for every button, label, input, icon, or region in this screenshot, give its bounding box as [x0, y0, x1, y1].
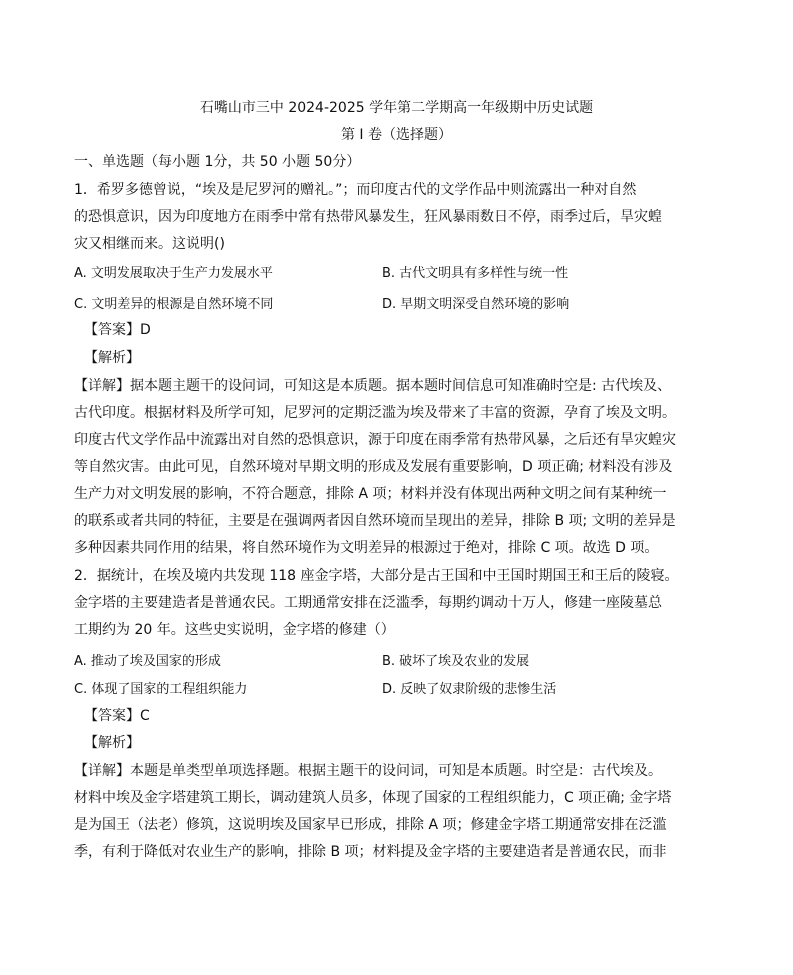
question-1-answer: 【答案】D	[84, 322, 151, 338]
exam-title: 石嘴山市三中 2024-2025 学年第二学期高一年级期中历史试题	[199, 100, 594, 116]
question-1-detail-line: 多种因素共同作用的结果，将自然环境作为文明差异的根源过于绝对，排除 C 项。故选 D 项。	[74, 540, 659, 556]
question-1-option-d: D. 早期文明深受自然环境的影响	[382, 297, 570, 312]
question-2-option-b: B. 破坏了埃及农业的发展	[382, 654, 530, 669]
question-2-detail-line: 季，有利于降低对农业生产的影响，排除 B 项；材料提及金字塔的主要建造者是普通农民，而非	[74, 844, 667, 860]
question-2-stem-line: 工期约为 20 年。这些史实说明，金字塔的修建（）	[74, 622, 395, 638]
question-1-detail-line: 等自然灾害。由此可见，自然环境对早期文明的形成及发展有重要影响，D 项正确; 材料没有涉及	[74, 459, 673, 475]
question-2-detail-line: 材料中埃及金字塔建筑工期长，调动建筑人员多，体现了国家的工程组织能力，C 项正确; 金字塔	[74, 790, 672, 806]
question-1-option-b: B. 古代文明具有多样性与统一性	[382, 266, 569, 281]
question-2-answer: 【答案】C	[84, 708, 150, 724]
question-2-option-a: A. 推动了埃及国家的形成	[74, 654, 221, 669]
question-2-stem-line: 金字塔的主要建造者是普通农民。工期通常安排在泛滥季，每期约调动十万人，修建一座陵墓总	[74, 595, 662, 611]
question-2-option-c: C. 体现了国家的工程组织能力	[74, 682, 248, 697]
question-1-stem-line: 1．希罗多德曾说，“埃及是尼罗河的赠礼。”；而印度古代的文学作品中则流露出一种对自然	[74, 182, 637, 198]
question-1-option-c: C. 文明差异的根源是自然环境不同	[74, 297, 274, 312]
question-1-detail-line: 【详解】据本题主题干的设问词，可知这是本质题。据本题时间信息可知准确时空是: 古代埃及、	[74, 378, 672, 394]
question-2-detail-line: 【详解】本题是单类型单项选择题。根据主题干的设问词，可知是本质题。时空是：古代埃及。	[74, 763, 662, 779]
question-1-stem-line: 的恐惧意识，因为印度地方在雨季中常有热带风暴发生，狂风暴雨数日不停，雨季过后，旱灾蝗	[74, 209, 662, 225]
paper-part-title: 第 I 卷（选择题）	[340, 127, 453, 143]
question-2-option-d: D. 反映了奴隶阶级的悲惨生活	[382, 682, 557, 697]
question-1-detail-line: 的联系或者共同的特征，主要是在强调两者因自然环境而呈现出的差异，排除 B 项; 文明的差异是	[74, 513, 676, 529]
question-1-detail-line: 印度古代文学作品中流露出对自然的恐惧意识，源于印度在雨季常有热带风暴，之后还有旱灾蝗灾	[74, 432, 676, 448]
question-2-analysis-label: 【解析】	[84, 735, 140, 751]
question-2-stem-line: 2．据统计，在埃及境内共发现 118 座金字塔，大部分是古王国和中王国时期国王和王后的陵寝。	[74, 568, 679, 584]
question-1-option-a: A. 文明发展取决于生产力发展水平	[74, 266, 273, 281]
question-1-analysis-label: 【解析】	[84, 350, 140, 366]
question-1-detail-line: 古代印度。根据材料及所学可知，尼罗河的定期泛滥为埃及带来了丰富的资源，孕育了埃及文明。	[74, 405, 676, 421]
question-2-detail-line: 是为国王（法老）修筑，这说明埃及国家早已形成，排除 A 项；修建金字塔工期通常安排在泛滥	[74, 817, 667, 833]
question-1-stem-line: 灾又相继而来。这说明()	[74, 236, 225, 252]
section-header: 一、单选题（每小题 1分，共 50 小题 50分）	[74, 154, 361, 170]
question-1-detail-line: 生产力对文明发展的影响，不符合题意，排除 A 项；材料并没有体现出两种文明之间有某种统一	[74, 486, 667, 502]
